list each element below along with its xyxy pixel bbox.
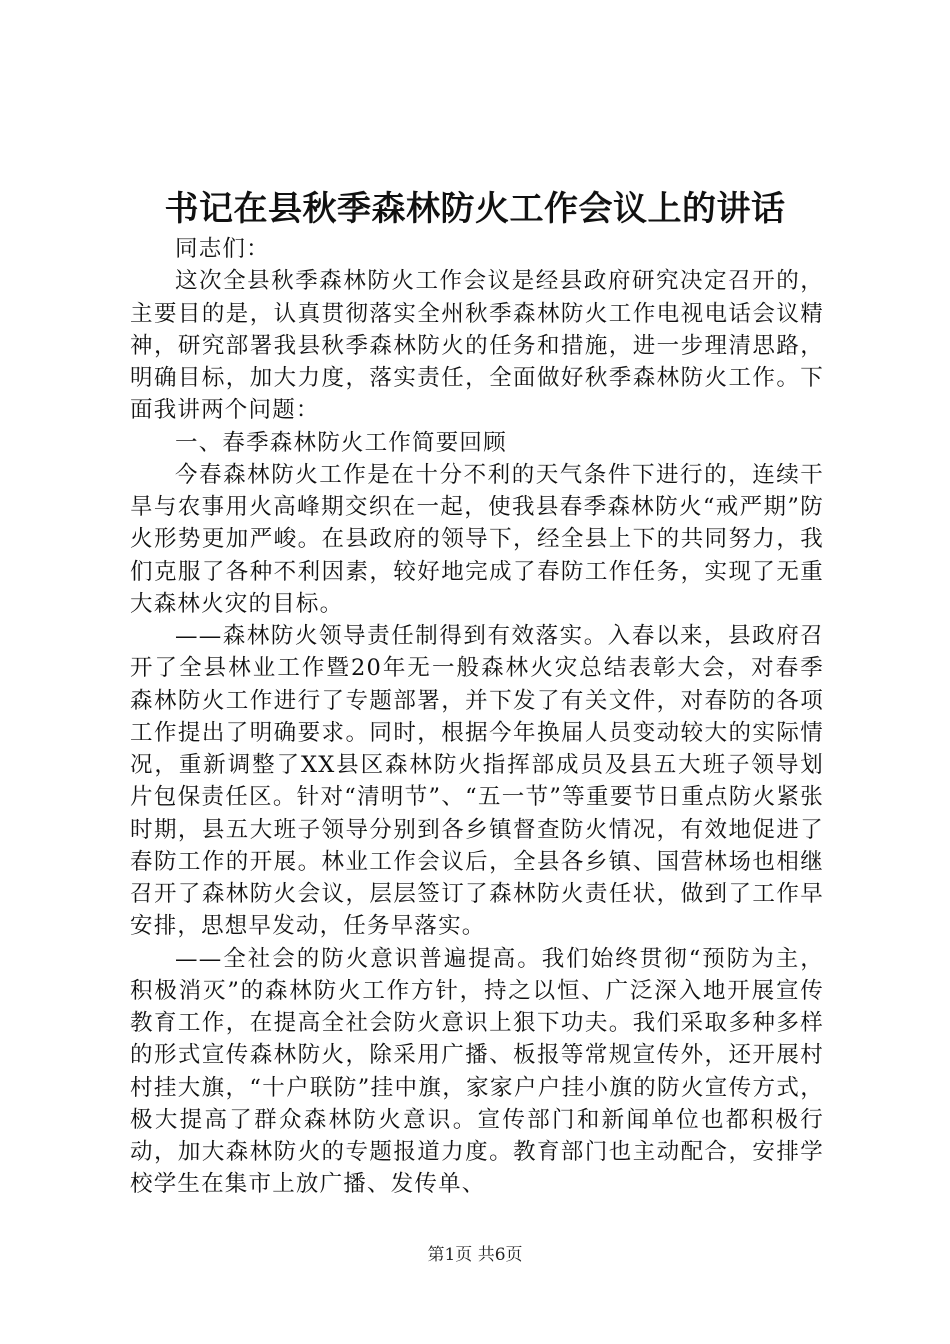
intro-paragraph: 这次全县秋季森林防火工作会议是经县政府研究决定召开的，主要目的是，认真贯彻落实全州秋季森林防火工作电视电话会议精神，研究部署我县秋季森林防火的任务和措施，进一步理清思路，明确目标，加大力度，落实责任，全面做好秋季森林防火工作。下面我讲两个问题： <box>130 268 824 424</box>
document-body <box>130 233 824 1201</box>
body-paragraph: 今春森林防火工作是在十分不利的天气条件下进行的，连续干旱与农事用火高峰期交织在一起，使我县春季森林防火“戒严期”防火形势更加严峻。在县政府的领导下，经全县上下的共同努力，我们克服了各种不利因素，较好地完成了春防工作任务，实现了无重大森林火灾的目标。 <box>130 461 824 617</box>
page-footer: 第1页 共6页 <box>427 1245 523 1265</box>
document-title: 书记在县秋季森林防火工作会议上的讲话 <box>164 189 786 229</box>
salutation: 同志们： <box>175 236 270 262</box>
body-paragraph: ——森林防火领导责任制得到有效落实。入春以来，县政府召开了全县林业工作暨20年无一般森林火灾总结表彰大会，对春季森林防火工作进行了专题部署，并下发了有关文件，对春防的各项工作提出了明确要求。同时，根据今年换届人员变动较大的实际情况，重新调整了XX县区森林防火指挥部成员及县五大班子领导划片包保责任区。针对“清明节”、“五一节”等重要节日重点防火紧张时期，县五大班子领导分别到各乡镇督查防火情况，有效地促进了春防工作的开展。林业工作会议后，全县各乡镇、国营林场也相继召开了森林防火会议，层层签订了森林防火责任状，做到了工作早安排，思想早发动，任务早落实。 <box>130 623 824 940</box>
section-heading: 一、春季森林防火工作简要回顾 <box>175 429 507 456</box>
body-paragraph: ——全社会的防火意识普遍提高。我们始终贯彻“预防为主，积极消灭”的森林防火工作方针，持之以恒、广泛深入地开展宣传教育工作，在提高全社会防火意识上狠下功夫。我们采取多种多样的形式宣传森林防火，除采用广播、板报等常规宣传外，还开展村村挂大旗，“十户联防”挂中旗，家家户户挂小旗的防火宣传方式，极大提高了群众森林防火意识。宣传部门和新闻单位也都积极行动，加大森林防火的专题报道力度。教育部门也主动配合，安排学校学生在集市上放广播、发传单、 <box>130 945 824 1198</box>
